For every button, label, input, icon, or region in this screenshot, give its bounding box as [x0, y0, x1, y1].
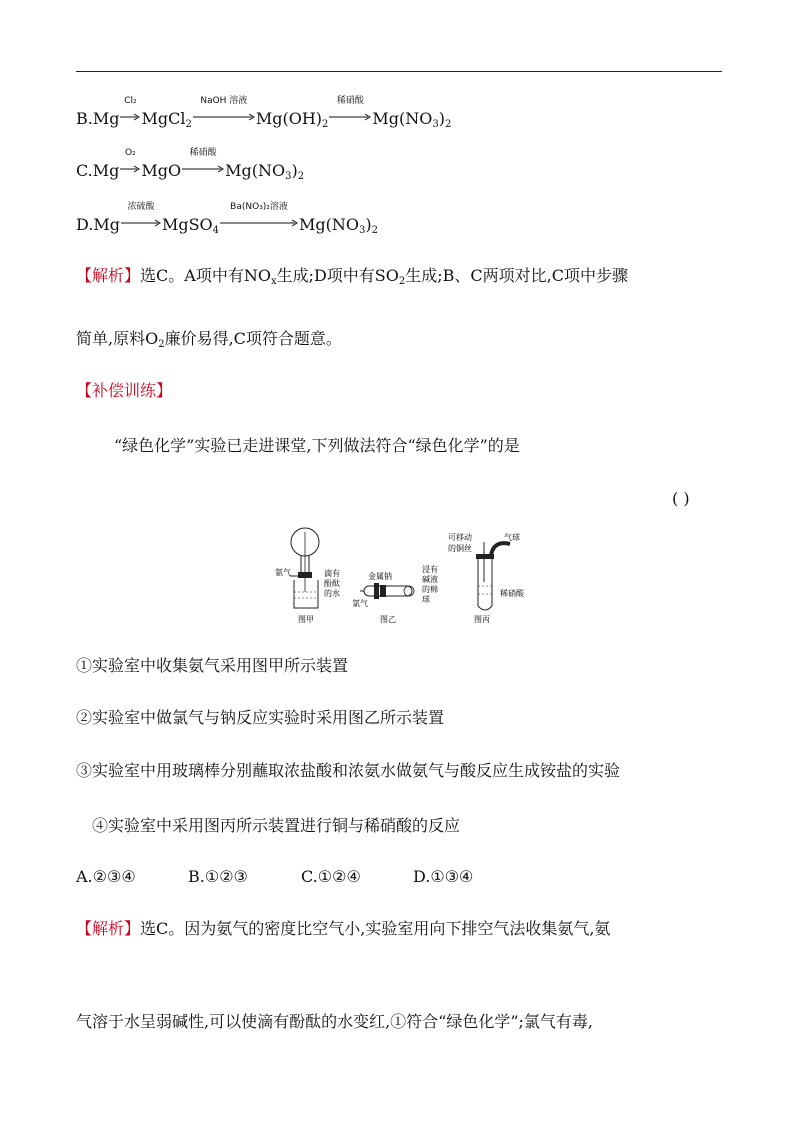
label-phenol-1: 滴有: [324, 569, 340, 578]
caption-jia: 图甲: [298, 615, 314, 624]
apparatus-jia: [275, 528, 340, 624]
label-balloon: 气球: [504, 533, 520, 542]
subscript: 2: [371, 225, 379, 236]
reaction-arrow: [193, 96, 255, 124]
analysis-2-line-1: [76, 918, 610, 940]
supplement-tag: 【补偿训练】: [76, 381, 173, 400]
formula: Mg(OH): [255, 109, 323, 128]
analysis-1-line-2: [76, 328, 342, 356]
apparatus-figure: [272, 522, 542, 636]
reaction-arrow: [120, 96, 140, 124]
apparatus-diagram: [272, 522, 542, 632]
option-label: B.: [76, 109, 93, 128]
formula: ): [291, 161, 298, 180]
formula: Mg: [92, 161, 120, 180]
label-phenol-2: 酚酞: [324, 579, 340, 588]
subscript: 3: [285, 171, 292, 182]
text: 简单,原料O: [76, 329, 159, 348]
option-d: [76, 202, 379, 242]
option-c: [76, 148, 305, 188]
arrow-condition: 稀硝酸: [336, 96, 364, 106]
reaction-arrow: [182, 148, 224, 176]
text: 廉价易得,C项符合题意。: [164, 329, 342, 348]
arrow-condition: Ba(NO₃)₂溶液: [230, 202, 288, 212]
analysis-tag: 【解析】: [76, 266, 141, 285]
answer-blank: ( ): [672, 489, 690, 508]
label-copper-1: 可移动: [448, 533, 472, 542]
arrow-condition: O₂: [125, 148, 136, 158]
arrow-condition: 稀硝酸: [189, 148, 217, 158]
label-cotton-3: 的棉: [422, 585, 438, 594]
arrow-condition: NaOH 溶液: [200, 96, 248, 106]
option-b: [76, 96, 452, 136]
choice-c: C.①②④: [301, 867, 361, 886]
formula: MgCl: [141, 109, 186, 128]
subscript: 2: [445, 119, 452, 130]
header-rule: [76, 71, 722, 72]
option-label: C.: [76, 161, 93, 180]
arrow-condition: 浓硫酸: [127, 202, 155, 212]
subscript: 2: [322, 119, 329, 130]
formula: Mg: [92, 109, 120, 128]
formula: Mg(NO: [372, 109, 433, 128]
label-cotton-1: 浸有: [422, 565, 438, 574]
label-chlorine: 氯气: [352, 599, 368, 608]
choice-d: D.①③④: [413, 867, 474, 886]
analysis-2-line-2: 气溶于水呈弱碱性,可以使滴有酚酞的水变红,①符合“绿色化学”;氯气有毒,: [76, 1012, 594, 1031]
choice-b: B.①②③: [188, 867, 248, 886]
subscript: 2: [185, 119, 192, 130]
subscript: 3: [432, 119, 439, 130]
formula: MgSO: [161, 215, 213, 234]
analysis-tag: 【解析】: [76, 919, 141, 938]
arrow-condition: Cl₂: [124, 96, 137, 106]
reaction-arrow: [220, 202, 298, 230]
reaction-arrow: [329, 96, 371, 124]
item-4: ④实验室中采用图丙所示装置进行铜与稀硝酸的反应: [92, 816, 461, 835]
label-ammonia: 氨气: [275, 568, 291, 577]
formula: Mg(NO: [225, 161, 286, 180]
apparatus-yi: [352, 564, 438, 624]
subscript: 4: [212, 225, 220, 236]
item-1: ①实验室中收集氨气采用图甲所示装置: [76, 656, 349, 675]
analysis-1-line-1: [76, 265, 628, 293]
text: 生成;D项中有SO: [276, 266, 399, 285]
formula: ): [438, 109, 445, 128]
apparatus-bing: [448, 532, 525, 624]
caption-bing: 图丙: [474, 615, 490, 624]
subscript: x: [270, 276, 277, 287]
question-stem: “绿色化学”实验已走进课堂,下列做法符合“绿色化学”的是: [114, 436, 520, 455]
label-nitric-acid: 稀硝酸: [500, 589, 524, 598]
formula: Mg(NO: [299, 215, 360, 234]
formula: ): [365, 215, 372, 234]
text: 生成;B、C两项对比,C项中步骤: [405, 266, 628, 285]
subscript: 2: [398, 276, 406, 287]
label-cotton-4: 球: [422, 595, 430, 604]
reaction-arrow: [120, 148, 140, 176]
formula: MgO: [141, 161, 182, 180]
subscript: 2: [158, 339, 165, 350]
caption-yi: 图乙: [380, 615, 396, 624]
subscript: 3: [359, 225, 366, 236]
subscript: 2: [297, 171, 305, 182]
label-cotton-2: 碱液: [422, 575, 438, 584]
item-3: ③实验室中用玻璃棒分别蘸取浓盐酸和浓氨水做氨气与酸反应生成铵盐的实验: [76, 761, 621, 780]
label-sodium: 金属钠: [368, 572, 392, 581]
choice-a: A.②③④: [76, 867, 136, 886]
option-label: D.: [76, 215, 94, 234]
text: 选C。A项中有NO: [140, 266, 271, 285]
formula: Mg: [93, 215, 120, 234]
label-copper-2: 的铜丝: [448, 544, 472, 553]
item-2: ②实验室中做氯气与钠反应实验时采用图乙所示装置: [76, 708, 445, 727]
text: 选C。因为氨气的密度比空气小,实验室用向下排空气法收集氨气,氨: [140, 919, 611, 938]
label-phenol-3: 的水: [324, 589, 340, 598]
reaction-arrow: [121, 202, 161, 230]
